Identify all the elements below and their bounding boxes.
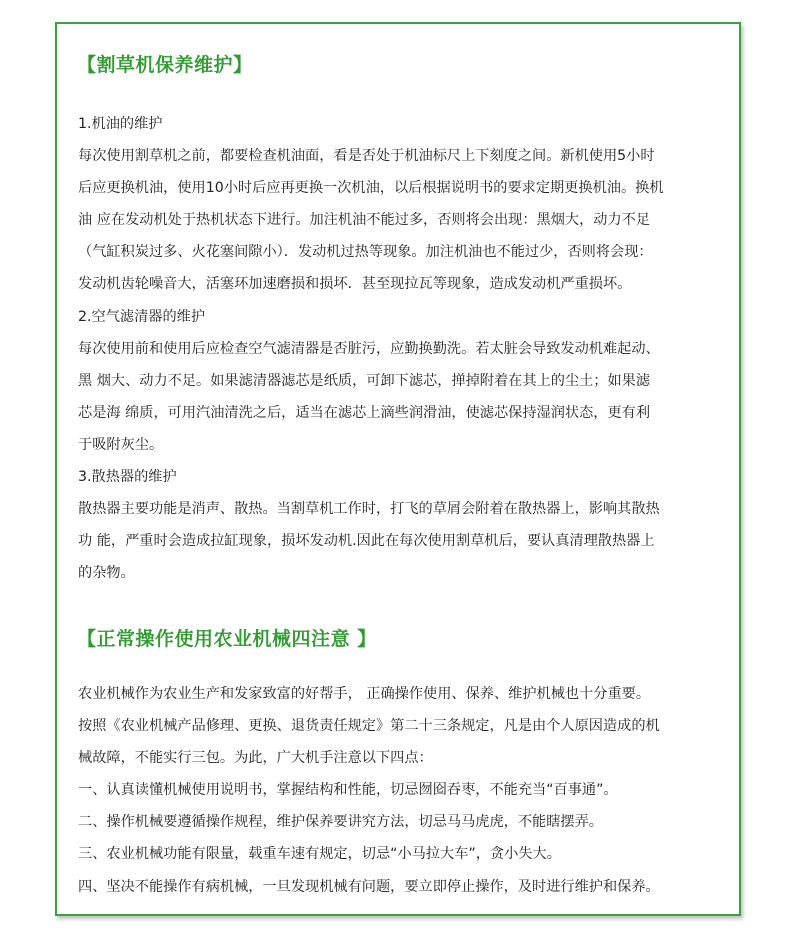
text-line: 于吸附灰尘。 bbox=[78, 436, 164, 453]
text-line: 每次使用割草机之前，都要检查机油面，看是否处于机油标尺上下刻度之间。新机使用5小时 bbox=[78, 148, 655, 165]
text-line: 四、坚决不能操作有病机械，一旦发现机械有问题，要立即停止操作，及时进行维护和保养。 bbox=[78, 878, 660, 895]
text-line: 按照《农业机械产品修理、更换、退货责任规定》第二十三条规定，凡是由个人原因造成的机 bbox=[78, 718, 660, 735]
text-line: 二、操作机械要遵循操作规程，维护保养要讲究方法，切忌马马虎虎，不能瞎摆弄。 bbox=[78, 814, 603, 831]
text-line: 发动机齿轮噪音大，活塞环加速磨损和损坏．甚至现拉瓦等现象，造成发动机严重损坏。 bbox=[78, 276, 632, 293]
text-line: 械故障，不能实行三包。为此，广大机手注意以下四点： bbox=[78, 750, 433, 767]
section-title-four-precautions: 【正常操作使用农业机械四注意 】 bbox=[77, 628, 377, 650]
text-line: （气缸积炭过多、火花塞间隙小）．发动机过热等现象。加注机油也不能过少，否则将会现： bbox=[78, 244, 653, 261]
text-line: 一、认真读懂机械使用说明书，掌握结构和性能，切忌囫囵吞枣，不能充当“百事通”。 bbox=[78, 782, 618, 799]
mower-maintenance-text bbox=[78, 108, 733, 589]
four-precautions-text bbox=[78, 678, 733, 903]
text-line: 的杂物。 bbox=[78, 565, 135, 582]
text-line: 黑 烟大、动力不足。如果滤清器滤芯是纸质，可卸下滤芯，掸掉附着在其上的尘土；如果滤 bbox=[78, 372, 651, 389]
text-line: 后应更换机油，使用10小时后应再更换一次机油，以后根据说明书的要求定期更换机油。换机 bbox=[78, 180, 664, 197]
text-line: 每次使用前和使用后应检查空气滤清器是否脏污，应勤换勤洗。若太脏会导致发动机难起动、 bbox=[78, 340, 660, 357]
text-line: 芯是海 绵质，可用汽油清洗之后，适当在滤芯上滴些润滑油，使滤芯保持湿润状态，更有利 bbox=[78, 404, 651, 421]
text-line: 农业机械作为农业生产和发家致富的好帮手， 正确操作使用、保养、维护机械也十分重要。 bbox=[78, 686, 651, 702]
text-line: 2.空气滤清器的维护 bbox=[78, 308, 206, 325]
text-line: 3.散热器的维护 bbox=[78, 469, 177, 486]
text-line: 油 应在发动机处于热机状态下进行。加注机油不能过多，否则将会出现：黑烟大，动力不足 bbox=[78, 212, 651, 229]
text-line: 三、农业机械功能有限量，载重车速有规定，切忌“小马拉大车”，贪小失大。 bbox=[78, 846, 561, 863]
text-line: 1.机油的维护 bbox=[78, 116, 163, 132]
text-line: 功 能，严重时会造成拉缸现象，损坏发动机.因此在每次使用割草机后，要认真清理散热器上 bbox=[78, 533, 655, 550]
section-title-mower-maintenance: 【割草机保养维护】 bbox=[77, 54, 253, 76]
content-card bbox=[55, 22, 741, 916]
text-line: 散热器主要功能是消声、散热。当割草机工作时，打飞的草屑会附着在散热器上，影响其散热 bbox=[78, 501, 660, 518]
